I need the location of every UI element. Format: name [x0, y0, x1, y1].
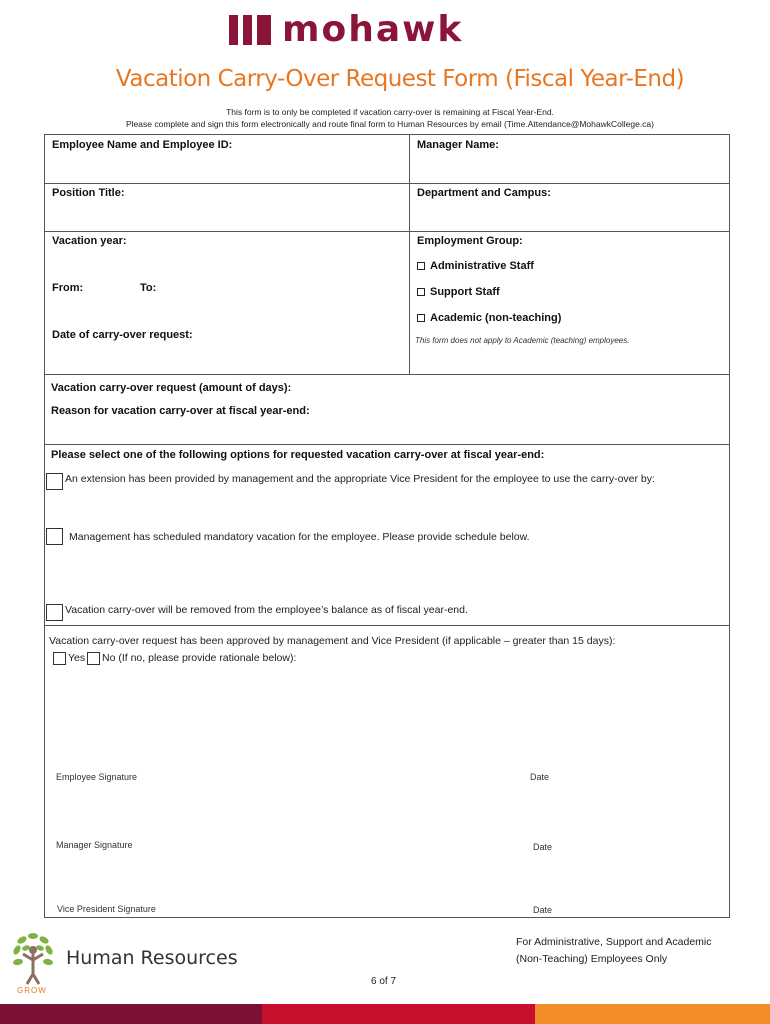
audience-line-2: (Non-Teaching) Employees Only [516, 953, 668, 965]
admin-staff-option[interactable] [417, 260, 534, 272]
checkbox-icon[interactable] [417, 262, 425, 270]
option-extension-checkbox[interactable] [46, 473, 63, 490]
divider [44, 625, 730, 626]
manager-name-field[interactable]: Manager Name: [417, 139, 499, 151]
to-field[interactable]: To: [140, 282, 157, 294]
divider [44, 231, 730, 232]
grow-label: GROW [17, 986, 47, 995]
divider [44, 183, 730, 184]
option-removed-checkbox[interactable] [46, 604, 63, 621]
department-field[interactable]: Department and Campus: [417, 187, 551, 199]
admin-staff-label: Administrative Staff [430, 260, 534, 272]
intro-line-1: This form is to only be completed if vacation carry-over is remaining at Fiscal Year-End. [226, 107, 554, 117]
page-title: Vacation Carry-Over Request Form (Fiscal Year-End) [115, 66, 685, 92]
yes-label: Yes [68, 652, 86, 664]
amount-days-field[interactable]: Vacation carry-over request (amount of days): [51, 382, 292, 394]
support-staff-option[interactable] [417, 286, 500, 298]
option-mandatory-label: Management has scheduled mandatory vacation for the employee. Please provide schedule below. [69, 531, 530, 543]
page-number: 6 of 7 [371, 976, 397, 987]
audience-line-1: For Administrative, Support and Academic [516, 936, 712, 948]
intro-line-2: Please complete and sign this form electronically and route final form to Human Resources by email (Time.Attendance@MohawkCollege.ca) [125, 119, 654, 129]
column-divider [409, 134, 410, 374]
employee-name-field[interactable]: Employee Name and Employee ID: [52, 139, 233, 151]
vacation-year-field[interactable]: Vacation year: [52, 235, 127, 247]
footer-bar-right [535, 1004, 770, 1024]
support-staff-label: Support Staff [430, 286, 500, 298]
from-field[interactable]: From: [52, 282, 84, 294]
reason-field[interactable]: Reason for vacation carry-over at fiscal year-end: [51, 405, 310, 417]
checkbox-icon[interactable] [417, 314, 425, 322]
option-extension-label: An extension has been provided by management and the appropriate Vice President for the employee to use the carry-over by: [65, 473, 655, 485]
form-frame [44, 134, 730, 918]
human-resources-title: Human Resources [66, 947, 238, 969]
vp-date-label[interactable]: Date [533, 905, 553, 915]
option-removed-label: Vacation carry-over will be removed from the employee’s balance as of fiscal year-end. [65, 604, 468, 616]
employee-date-label[interactable]: Date [530, 772, 550, 782]
options-heading: Please select one of the following options for requested vacation carry-over at fiscal year-end: [51, 449, 545, 461]
teaching-note: This form does not apply to Academic (teaching) employees. [415, 336, 630, 345]
divider [44, 444, 730, 445]
logo-bars-icon [229, 15, 275, 45]
academic-option[interactable] [417, 312, 561, 324]
position-title-field[interactable]: Position Title: [52, 187, 125, 199]
option-mandatory-checkbox[interactable] [46, 528, 63, 545]
employment-group-label: Employment Group: [417, 235, 523, 247]
academic-label: Academic (non-teaching) [430, 312, 562, 324]
employee-signature-label[interactable]: Employee Signature [56, 772, 138, 782]
grow-logo-icon [8, 930, 58, 996]
checkbox-icon[interactable] [417, 288, 425, 296]
divider [44, 374, 730, 375]
vp-signature-label[interactable]: Vice President Signature [57, 904, 156, 914]
logo-wordmark: mohawk [282, 9, 464, 50]
no-label: No (If no, please provide rationale below): [102, 652, 297, 664]
footer-bar-left [0, 1004, 262, 1024]
footer-bar-middle [262, 1004, 535, 1024]
date-request-field[interactable]: Date of carry-over request: [52, 329, 193, 341]
manager-date-label[interactable]: Date [533, 842, 553, 852]
no-checkbox[interactable] [87, 652, 100, 665]
approval-question: Vacation carry-over request has been approved by management and Vice President (if applicable – greater than 15 days): [49, 635, 616, 647]
manager-signature-label[interactable]: Manager Signature [56, 840, 133, 850]
yes-checkbox[interactable] [53, 652, 66, 665]
